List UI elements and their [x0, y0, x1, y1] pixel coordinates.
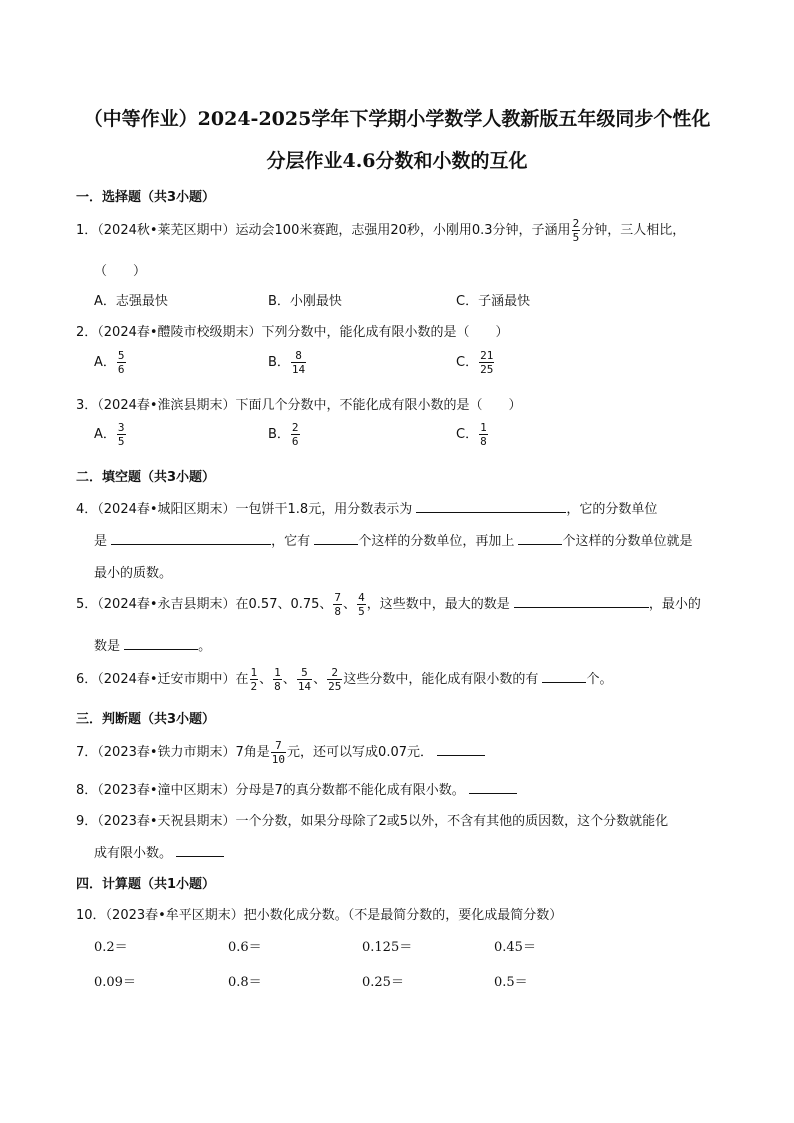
doc-title-line1: （中等作业）2024-2025学年下学期小学数学人教新版五年级同步个性化	[83, 108, 711, 130]
q5-blank-2[interactable]	[124, 637, 198, 650]
question-3: 3．（2024春•淮滨县期末）下面几个分数中，不能化成有限小数的是（ ）	[76, 398, 522, 413]
q1-option-b: B．小刚最快	[268, 294, 342, 309]
section-heading-judge: 三．判断题（共3小题）	[76, 712, 216, 727]
question-10: 10．（2023春•牟平区期末）把小数化成分数。（不是最简分数的，要化成最简分数）	[76, 908, 563, 923]
question-8: 8．（2023春•潼中区期末）分母是7的真分数都不能化成有限小数。	[76, 779, 517, 798]
calc-item: 0.6＝	[228, 940, 262, 955]
q4-blank-3[interactable]	[314, 532, 358, 545]
question-4-line2: 是 ，它有 个这样的分数单位，再加上 个这样的分数单位就是	[94, 534, 693, 549]
q1-option-c: C．子涵最快	[456, 294, 531, 309]
calc-item: 0.125＝	[362, 940, 413, 955]
question-2: 2．（2024春•醴陵市校级期末）下列分数中，能化成有限小数的是（ ）	[76, 325, 509, 340]
q1-fraction: $\frac{2}{5}$	[572, 217, 580, 244]
calc-item: 0.8＝	[228, 975, 262, 990]
doc-title-line2: 分层作业4.6分数和小数的互化	[266, 150, 528, 172]
question-9-line1: 9．（2023春•天祝县期末）一个分数，如果分母除了2或5以外，不含有其他的质因数，这个分数就能化	[76, 814, 669, 829]
question-7: 7．（2023春•铁力市期末）7角是 $\frac{7}{10}$ 元，还可以写成0.07元．	[76, 739, 485, 766]
q1-paren: （ ）	[94, 264, 147, 279]
q3-option-c: C． $\frac{1}{8}$	[456, 421, 487, 448]
q7-blank[interactable]	[437, 743, 485, 756]
question-5-line2: 数是 。	[94, 639, 212, 654]
q4-blank-4[interactable]	[518, 532, 562, 545]
q2-option-a: A． $\frac{5}{6}$	[94, 349, 125, 376]
q2-option-b: B． $\frac{8}{14}$	[268, 349, 306, 376]
question-9-line2: 成有限小数。	[94, 842, 224, 861]
q5-blank-1[interactable]	[514, 595, 649, 608]
calc-item: 0.2＝	[94, 940, 128, 955]
section-heading-fill: 二．填空题（共3小题）	[76, 470, 216, 485]
q8-blank[interactable]	[469, 781, 517, 794]
q1-text-a: 1．（2024秋•莱芜区期中）运动会100米赛跑，志强用20秒，小刚用0.3分钟，子涵用	[76, 223, 571, 238]
q9-blank[interactable]	[176, 844, 224, 857]
calc-item: 0.09＝	[94, 975, 136, 990]
question-5-line1: 5．（2024春•永吉县期末）在0.57、0.75、 $\frac{7}{8}$ 、 $\frac{4}{5}$ ，这些数中，最大的数是 ，最小的	[76, 591, 701, 618]
question-4-line3: 最小的质数。	[94, 566, 173, 581]
q4-blank-2[interactable]	[111, 532, 271, 545]
q3-option-a: A． $\frac{3}{5}$	[94, 421, 125, 448]
calc-item: 0.45＝	[494, 940, 536, 955]
q4-blank-1[interactable]	[416, 500, 566, 513]
question-4-line1: 4．（2024春•城阳区期末）一包饼干1.8元，用分数表示为 ，它的分数单位	[76, 502, 658, 517]
q6-blank[interactable]	[542, 670, 586, 683]
calc-item: 0.25＝	[362, 975, 404, 990]
calc-item: 0.5＝	[494, 975, 528, 990]
q1-text-b: 分钟，三人相比，	[581, 223, 686, 238]
question-1	[76, 217, 685, 244]
section-heading-choice: 一．选择题（共3小题）	[76, 190, 216, 205]
section-heading-calc: 四．计算题（共1小题）	[76, 877, 216, 892]
q1-option-a: A．志强最快	[94, 294, 168, 309]
question-6: 6．（2024春•迁安市期中）在 $\frac{1}{2}$ 、 $\frac{1}{8}$ 、 $\frac{5}{14}$ 、 $\frac{2}{25}$ 这些分数中，能化成有限小数的有 个。	[76, 666, 613, 693]
q2-option-c: C． $\frac{21}{25}$	[456, 349, 494, 376]
q3-option-b: B． $\frac{2}{6}$	[268, 421, 299, 448]
